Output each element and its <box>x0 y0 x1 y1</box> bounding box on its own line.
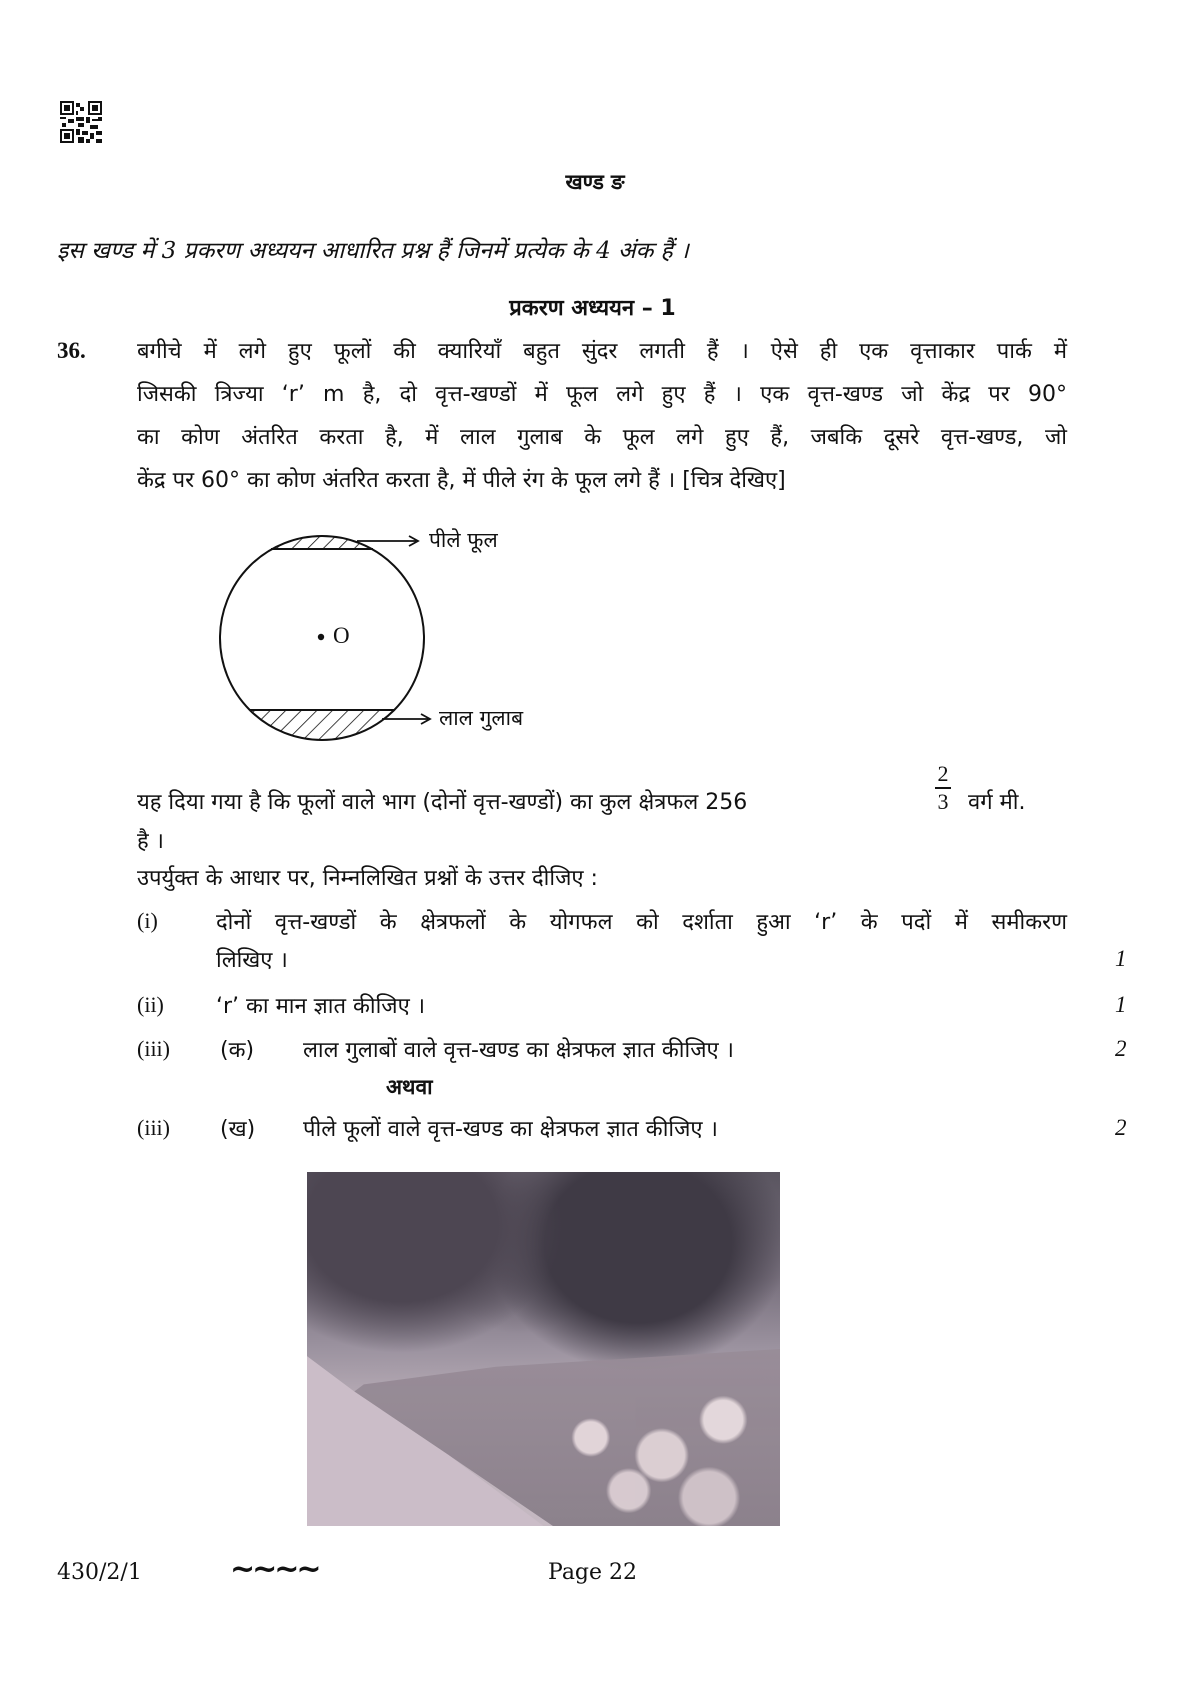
question-paragraph-line: बगीचे में लगे हुए फूलों की क्यारियाँ बहुत सुंदर लगती हैं । ऐसे ही एक वृत्ताकार पार्क में <box>137 339 1067 364</box>
subpart-label-iii-a: (iii) <box>137 1036 170 1061</box>
subpart-iii-b-text: पीले फूलों वाले वृत्त-खण्ड का क्षेत्रफल ज्ञात कीजिए । <box>303 1117 718 1142</box>
subpart-ii-text: ‘r’ का मान ज्ञात कीजिए । <box>216 994 426 1019</box>
subpart-iii-a-sublabel: (क) <box>220 1038 255 1063</box>
fraction-denominator: 3 <box>937 788 949 814</box>
subpart-iii-b-marks: 2 <box>1115 1115 1127 1140</box>
question-number: 36. <box>57 338 86 363</box>
fraction-numerator: 2 <box>937 761 949 786</box>
given-area-fraction <box>933 762 953 814</box>
center-label: O <box>333 623 350 648</box>
circle-segments-diagram <box>200 520 560 760</box>
subpart-iii-a-text: लाल गुलाबों वाले वृत्त-खण्ड का क्षेत्रफल ज्ञात कीजिए । <box>303 1038 735 1063</box>
question-paragraph-line: केंद्र पर 60° का कोण अंतरित करता है, में पीले रंग के फूल लगे हैं । [चित्र देखिए] <box>137 468 786 493</box>
subpart-label-ii: (ii) <box>137 992 164 1017</box>
center-dot <box>318 634 324 640</box>
tilde-ornament: ~~~~ <box>230 1552 319 1587</box>
case-study-title: प्रकरण अध्ययन – 1 <box>509 296 676 321</box>
paper-code: 430/2/1 <box>57 1560 142 1585</box>
yellow-flowers-label: पीले फूल <box>429 528 498 552</box>
subpart-ii-marks: 1 <box>1115 992 1127 1017</box>
red-roses-label: लाल गुलाब <box>439 706 524 730</box>
section-title: खण्ड ङ <box>565 170 625 194</box>
subpart-label-i: (i) <box>137 908 158 933</box>
question-paragraph-line: जिसकी त्रिज्या ‘r’ m है, दो वृत्त-खण्डों में फूल लगे हुए हैं । एक वृत्त-खण्ड जो केंद्र पर 90° <box>137 382 1067 407</box>
subpart-i-text-continuation: लिखिए । <box>216 948 288 973</box>
or-separator: अथवा <box>386 1075 433 1099</box>
question-paragraph-line: का कोण अंतरित करता है, में लाल गुलाब के फूल लगे हुए हैं, जबकि दूसरे वृत्त-खण्ड, जो <box>137 425 1067 450</box>
answer-prompt: उपर्युक्त के आधार पर, निम्नलिखित प्रश्नों के उत्तर दीजिए : <box>137 866 598 891</box>
section-instructions: इस खण्ड में 3 प्रकरण अध्ययन आधारित प्रश्न हैं जिनमें प्रत्येक के 4 अंक हैं । <box>57 238 689 264</box>
given-statement-continuation: है । <box>137 829 165 854</box>
subpart-label-iii-b: (iii) <box>137 1115 170 1140</box>
given-area-statement: यह दिया गया है कि फूलों वाले भाग (दोनों वृत्त-खण्डों) का कुल क्षेत्रफल 256 <box>137 790 748 815</box>
subpart-iii-a-marks: 2 <box>1115 1036 1127 1061</box>
qr-code-icon <box>60 101 102 143</box>
page-number: Page 22 <box>548 1560 638 1585</box>
flower-bed-garden-photo <box>307 1172 780 1526</box>
subpart-iii-b-sublabel: (ख) <box>220 1117 256 1142</box>
red-rose-segment <box>250 710 394 740</box>
subpart-i-text: दोनों वृत्त-खण्डों के क्षेत्रफलों के योगफल को दर्शाता हुआ ‘r’ के पदों में समीकरण <box>216 910 1067 935</box>
subpart-i-marks: 1 <box>1115 946 1127 971</box>
area-unit: वर्ग मी. <box>968 790 1026 815</box>
